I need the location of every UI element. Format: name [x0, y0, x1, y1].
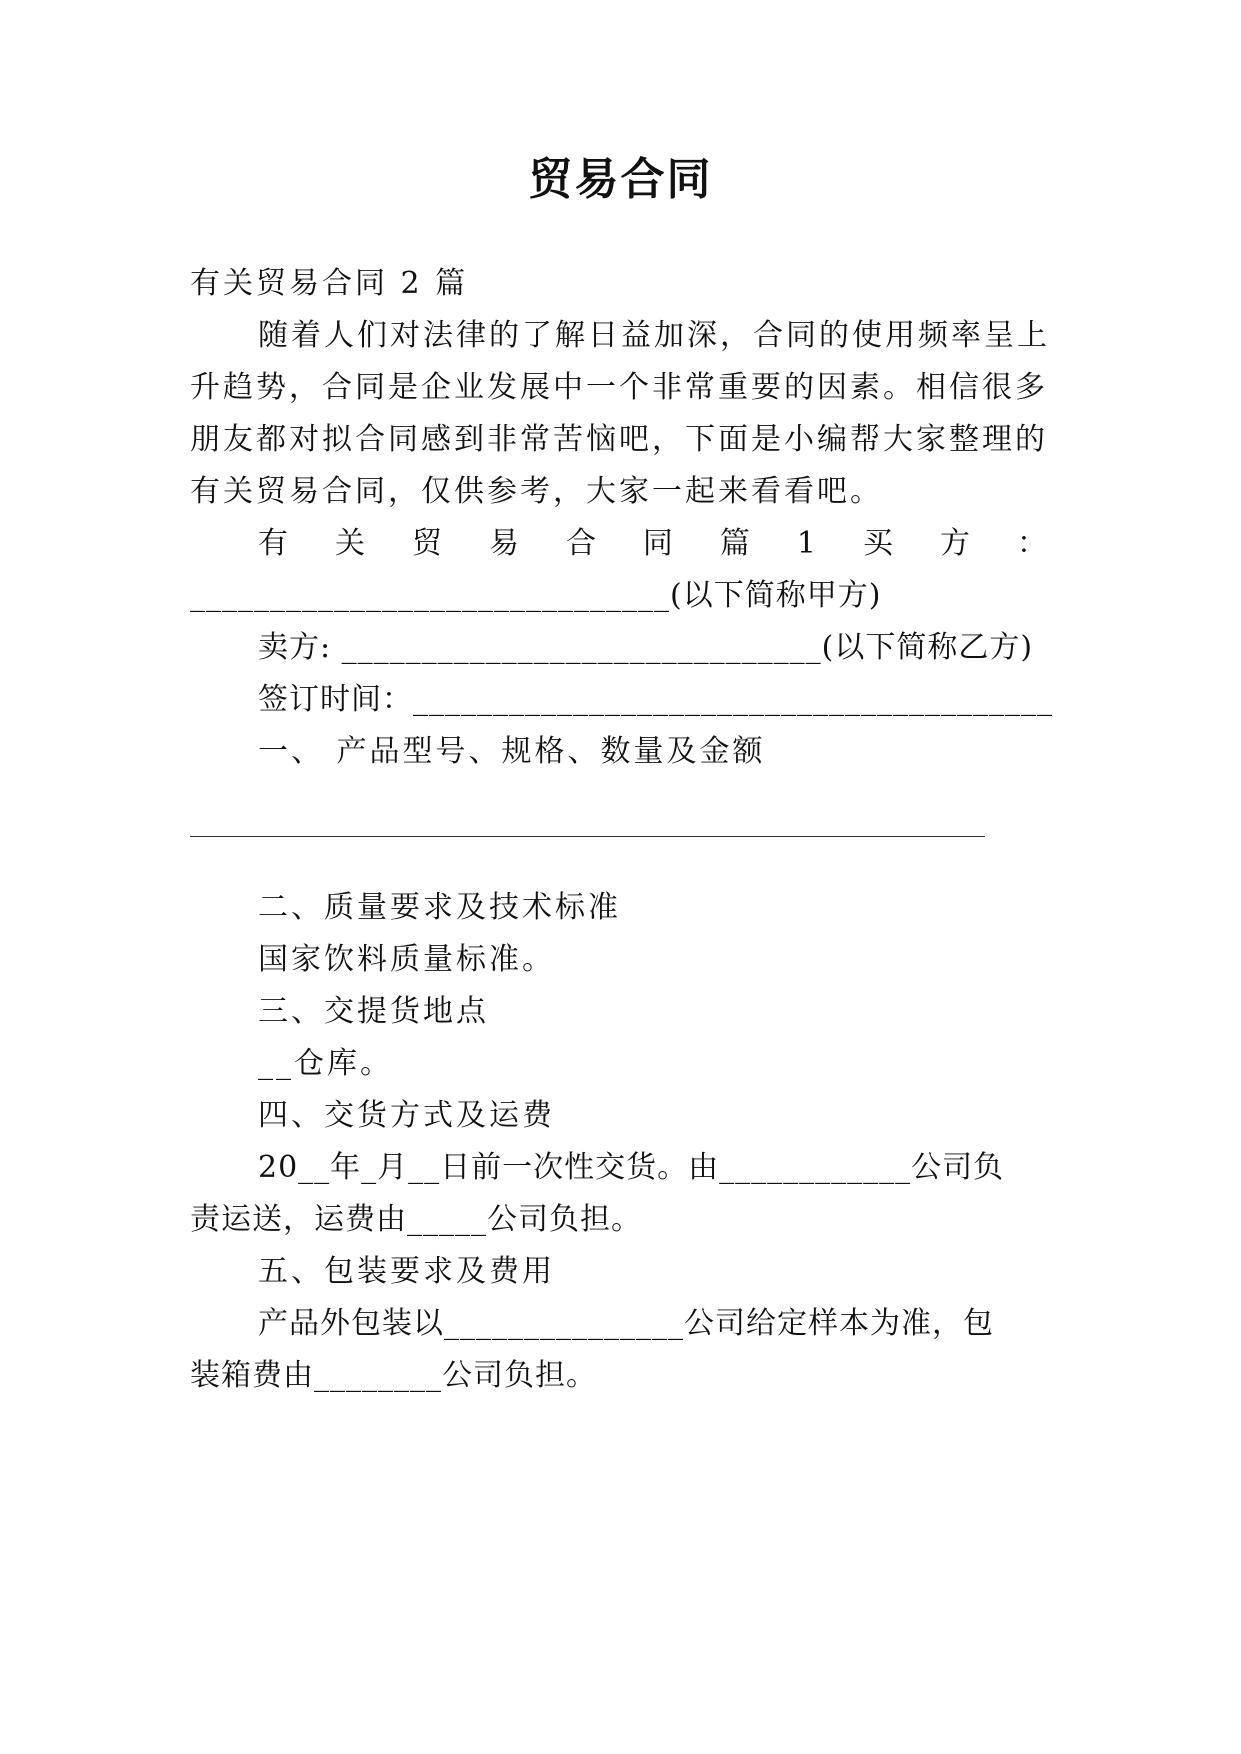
intro-line-4: 有关贸易合同，仅供参考，大家一起来看看吧。 — [190, 474, 883, 509]
section-4-body-2: 责运送，运费由_____公司负担。 — [190, 1202, 642, 1237]
section-5-heading: 五、包装要求及费用 — [258, 1254, 555, 1289]
section-5-body-2: 装箱费由________公司负担。 — [190, 1358, 597, 1393]
section-4-heading: 四、交货方式及运费 — [258, 1098, 555, 1133]
section-3-heading: 三、交提货地点 — [258, 994, 489, 1029]
intro-line-2: 升趋势，合同是企业发展中一个非常重要的因素。相信很多 — [190, 370, 1048, 405]
doc-subtitle: 有关贸易合同 2 篇 — [190, 266, 469, 301]
buyer-line: ______________________________(以下简称甲方) — [190, 578, 882, 613]
section-2-heading: 二、质量要求及技术标准 — [258, 890, 621, 925]
intro-line-3: 朋友都对拟合同感到非常苦恼吧，下面是小编帮大家整理的 — [190, 422, 1048, 457]
section-1-blank-rule — [190, 836, 985, 837]
section-5-body-1: 产品外包装以_______________公司给定样本为准，包 — [258, 1306, 994, 1341]
intro-line-1: 随着人们对法律的了解日益加深，合同的使用频率呈上 — [258, 318, 1050, 353]
section-1-heading: 一、 产品型号、规格、数量及金额 — [258, 734, 766, 769]
section-4-body-1: 20__年_月__日前一次性交货。由____________公司负 — [258, 1150, 1005, 1185]
contract-heading-line: 有 关 贸 易 合 同 篇 1 买 方 ： — [258, 526, 1050, 561]
sign-date-line: 签订时间：________________________________________ — [258, 682, 1053, 717]
seller-line: 卖方: ______________________________(以下简称乙方) — [258, 630, 1034, 665]
section-3-body: __仓库。 — [258, 1046, 393, 1081]
document-title: 贸易合同 — [528, 154, 713, 205]
section-2-body: 国家饮料质量标准。 — [258, 942, 555, 977]
